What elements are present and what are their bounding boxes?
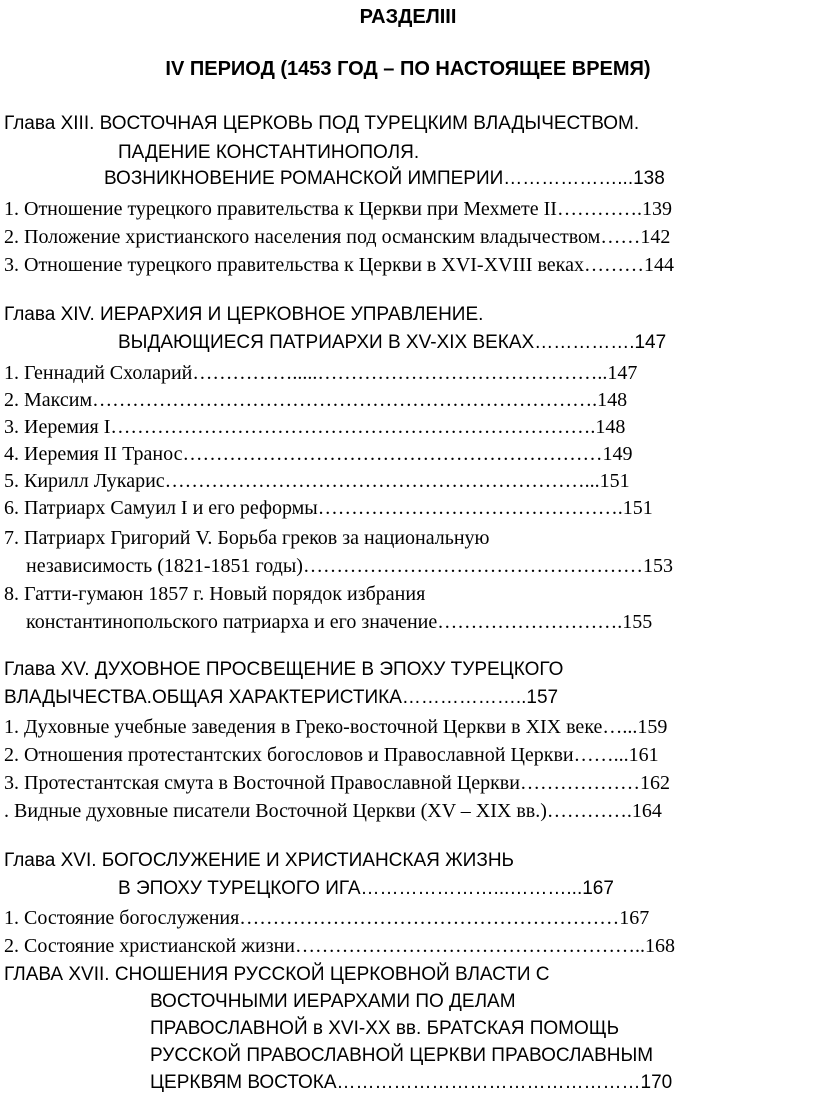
toc-item: 2. Отношения протестантских богословов и Православной Церкви……...161: [4, 744, 659, 766]
toc-item: 8. Гатти-гумаюн 1857 г. Новый порядок избрания: [4, 583, 426, 605]
chapter-14-heading: Глава XIV. ИЕРАРХИЯ И ЦЕРКОВНОЕ УПРАВЛЕНИЕ.: [4, 304, 484, 325]
chapter-13-heading: Глава XIII. ВОСТОЧНАЯ ЦЕРКОВЬ ПОД ТУРЕЦКИМ ВЛАДЫЧЕСТВОМ.: [4, 113, 640, 134]
chapter-17-heading-line5: ЦЕРКВЯМ ВОСТОКА…………………………………………170: [150, 1072, 673, 1093]
chapter-17-heading-line3: ПРАВОСЛАВНОЙ в XVI-XX вв. БРАТСКАЯ ПОМОЩЬ: [150, 1018, 620, 1039]
toc-item: 2. Состояние христианской жизни……………………………………………..168: [4, 935, 676, 957]
toc-item: 1. Отношение турецкого правительства к Церкви при Мехмете II………….139: [4, 198, 672, 220]
chapter-13-heading-line2: ПАДЕНИЕ КОНСТАНТИНОПОЛЯ.: [118, 142, 420, 163]
toc-item: 7. Патриарх Григорий V. Борьба греков за национальную: [4, 527, 490, 549]
chapter-16-heading-line2: В ЭПОХУ ТУРЕЦКОГО ИГА…………………...………...167: [118, 878, 614, 899]
toc-item: 5. Кирилл Лукарис………………………………………………………...151: [4, 470, 630, 492]
toc-item: 2. Положение христианского населения под османским владычеством……142: [4, 226, 671, 248]
toc-item: 3. Иеремия I……………………………………………………………….148: [4, 416, 626, 438]
toc-item-continuation: константинопольского патриарха и его значение……………………….155: [26, 611, 653, 633]
period-title: IV ПЕРИОД (1453 ГОД – ПО НАСТОЯЩЕЕ ВРЕМЯ): [165, 58, 651, 80]
section-title: РАЗДЕЛIII: [359, 6, 457, 28]
toc-item: 2. Максим………………………………………………………………….148: [4, 389, 628, 411]
chapter-13-heading-line3: ВОЗНИКНОВЕНИЕ РОМАНСКОЙ ИМПЕРИИ………………...138: [104, 168, 665, 189]
chapter-15-heading-line2: ВЛАДЫЧЕСТВА.ОБЩАЯ ХАРАКТЕРИСТИКА………………..157: [4, 687, 559, 708]
toc-item: 4. Иеремия II Транос………………………………………………………149: [4, 443, 633, 465]
toc-item: 1. Состояние богослужения…………………………………………………167: [4, 907, 650, 929]
toc-item: 3. Протестантская смута в Восточной Православной Церкви………………162: [4, 772, 670, 794]
toc-item: 6. Патриарх Самуил I и его реформы……………………………………….151: [4, 497, 653, 519]
chapter-17-heading: ГЛАВА XVII. СНОШЕНИЯ РУССКОЙ ЦЕРКОВНОЙ ВЛАСТИ С: [4, 964, 550, 985]
chapter-16-heading: Глава XVI. БОГОСЛУЖЕНИЕ И ХРИСТИАНСКАЯ ЖИЗНЬ: [4, 850, 515, 871]
chapter-17-heading-line2: ВОСТОЧНЫМИ ИЕРАРХАМИ ПО ДЕЛАМ: [150, 991, 516, 1012]
chapter-15-heading: Глава XV. ДУХОВНОЕ ПРОСВЕЩЕНИЕ В ЭПОХУ ТУРЕЦКОГО: [4, 659, 564, 680]
chapter-14-heading-line2: ВЫДАЮЩИЕСЯ ПАТРИАРХИ В XV-XIX ВЕКАХ…………….147: [118, 332, 667, 353]
chapter-17-heading-line4: РУССКОЙ ПРАВОСЛАВНОЙ ЦЕРКВИ ПРАВОСЛАВНЫМ: [150, 1045, 654, 1066]
toc-item: . Видные духовные писатели Восточной Церкви (XV – XIX вв.)………….164: [4, 800, 662, 822]
toc-item: 1. Духовные учебные заведения в Греко-восточной Церкви в XIX веке…...159: [4, 716, 668, 738]
toc-item-continuation: независимость (1821-1851 годы)……………………………………………153: [26, 555, 673, 577]
toc-item: 3. Отношение турецкого правительства к Церкви в XVI-XVIII веках………144: [4, 254, 674, 276]
toc-item: 1. Геннадий Схоларий…………….....……………………………………..147: [4, 362, 638, 384]
